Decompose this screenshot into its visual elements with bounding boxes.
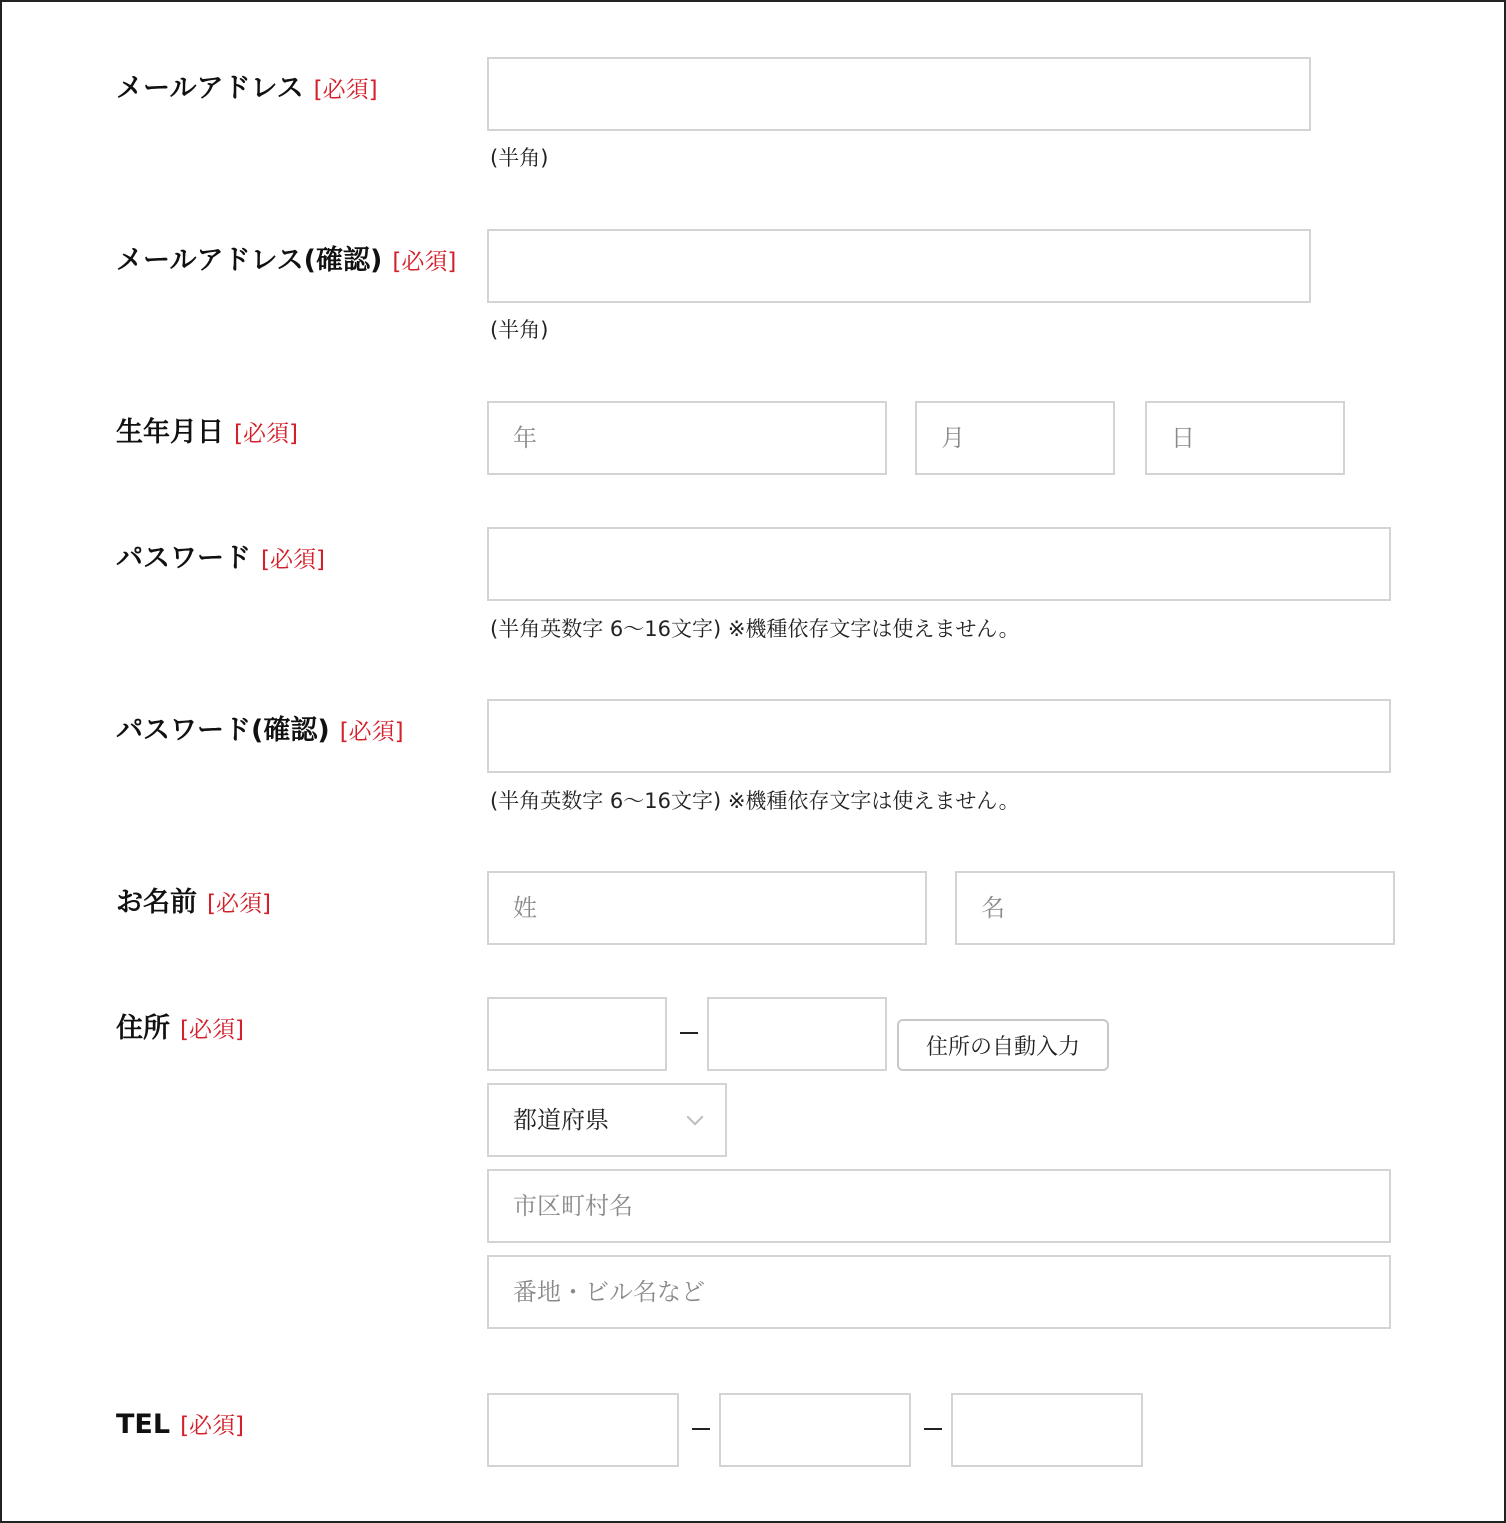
address-label bbox=[116, 1012, 244, 1047]
prefecture-selected-value: 都道府県 bbox=[513, 1106, 609, 1134]
email-input[interactable] bbox=[487, 57, 1311, 131]
required-badge: [必須] bbox=[339, 719, 404, 745]
tel-third-input[interactable] bbox=[951, 1393, 1143, 1467]
birthday-label bbox=[116, 416, 298, 451]
chevron-down-icon bbox=[687, 1109, 704, 1126]
tel-dash bbox=[924, 1428, 942, 1430]
birth-day-input[interactable] bbox=[1145, 401, 1345, 475]
name-label-text: お名前 bbox=[116, 887, 197, 918]
tel-first-input[interactable] bbox=[487, 1393, 679, 1467]
email-confirm-label bbox=[116, 244, 456, 279]
required-badge: [必須] bbox=[392, 249, 457, 275]
address-label-text: 住所 bbox=[116, 1013, 170, 1044]
required-badge: [必須] bbox=[234, 421, 298, 447]
required-badge: [必須] bbox=[207, 891, 271, 917]
postal-code-first-input[interactable] bbox=[487, 997, 667, 1071]
birthday-label-text: 生年月日 bbox=[116, 417, 224, 448]
password-confirm-input[interactable] bbox=[487, 699, 1391, 773]
password-label bbox=[116, 542, 325, 577]
postal-dash bbox=[680, 1032, 698, 1034]
password-input[interactable] bbox=[487, 527, 1391, 601]
postal-code-second-input[interactable] bbox=[707, 997, 887, 1071]
last-name-input[interactable] bbox=[487, 871, 927, 945]
required-badge: [必須] bbox=[261, 547, 325, 573]
first-name-input[interactable] bbox=[955, 871, 1395, 945]
birth-month-input[interactable] bbox=[915, 401, 1115, 475]
required-badge: [必須] bbox=[180, 1413, 245, 1439]
birth-year-input[interactable] bbox=[487, 401, 887, 475]
street-input[interactable] bbox=[487, 1255, 1391, 1329]
email-note: (半角) bbox=[490, 146, 549, 170]
password-confirm-note: (半角英数字 6〜16文字) ※機種依存文字は使えません。 bbox=[490, 789, 1020, 813]
name-label bbox=[116, 886, 271, 921]
password-note: (半角英数字 6〜16文字) ※機種依存文字は使えません。 bbox=[490, 617, 1020, 641]
required-badge: [必須] bbox=[180, 1017, 244, 1043]
password-confirm-label-text: パスワード(確認) bbox=[116, 715, 330, 746]
password-confirm-label bbox=[116, 714, 404, 749]
email-confirm-note: (半角) bbox=[490, 318, 549, 342]
email-label bbox=[116, 72, 378, 107]
tel-label-text: TEL bbox=[116, 1409, 171, 1440]
address-autofill-button[interactable]: 住所の自動入力 bbox=[897, 1019, 1109, 1071]
city-input[interactable] bbox=[487, 1169, 1391, 1243]
email-label-text: メールアドレス bbox=[116, 73, 304, 104]
prefecture-select[interactable] bbox=[487, 1083, 727, 1157]
tel-dash bbox=[692, 1428, 710, 1430]
tel-second-input[interactable] bbox=[719, 1393, 911, 1467]
email-confirm-input[interactable] bbox=[487, 229, 1311, 303]
required-badge: [必須] bbox=[313, 77, 378, 103]
email-confirm-label-text: メールアドレス(確認) bbox=[116, 245, 383, 276]
password-label-text: パスワード bbox=[116, 543, 251, 574]
tel-label bbox=[116, 1408, 244, 1443]
